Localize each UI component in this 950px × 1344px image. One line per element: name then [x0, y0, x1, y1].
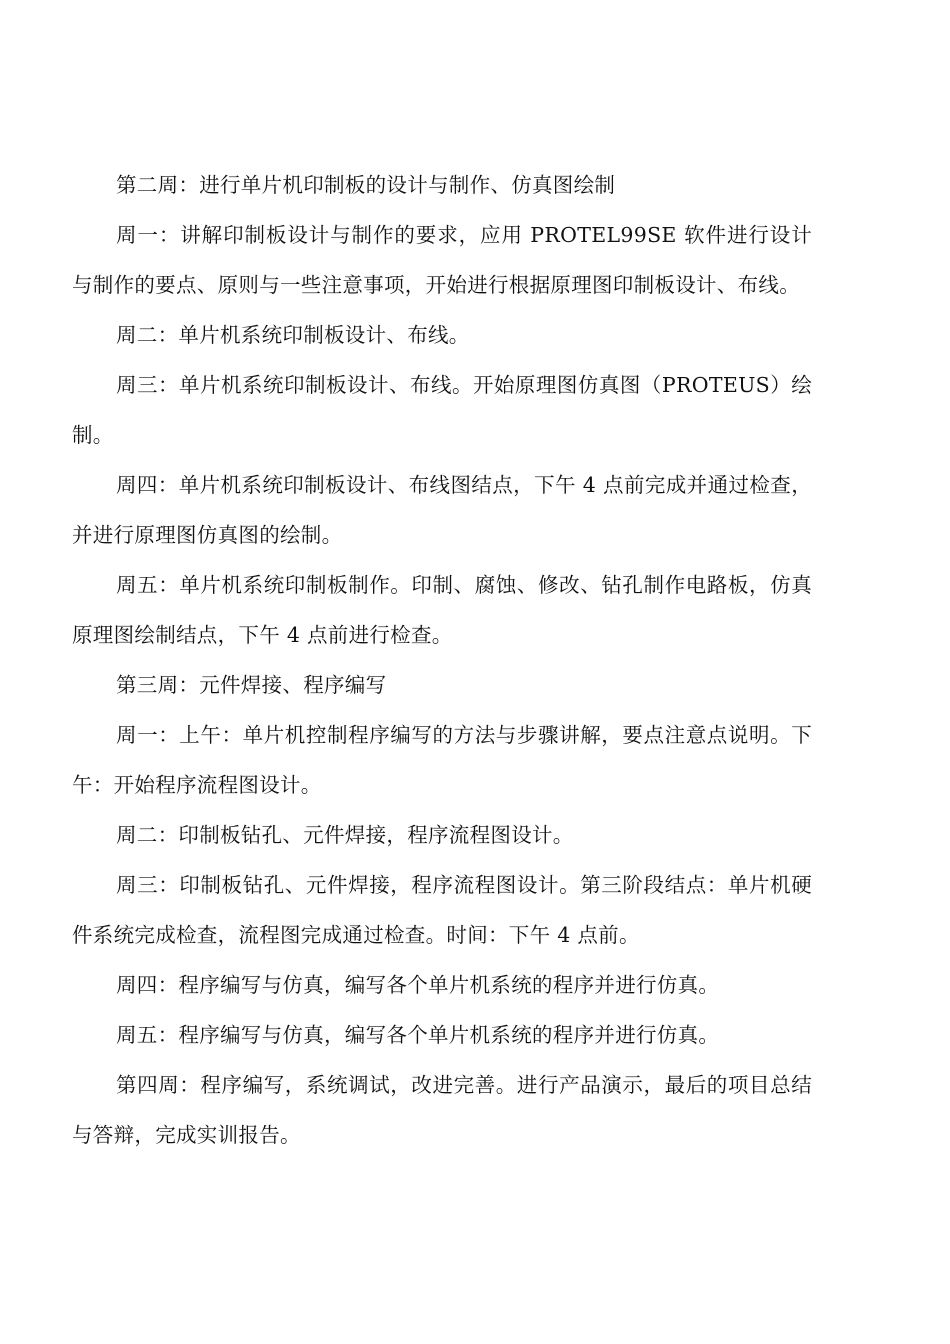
- week2-thursday: 周四：单片机系统印制板设计、布线图结点，下午 4 点前完成并通过检查，并进行原理图仿真图的绘制。: [72, 473, 812, 547]
- week2-wednesday: 周三：单片机系统印制板设计、布线。开始原理图仿真图（PROTEUS）绘制。: [72, 373, 812, 447]
- week4-paragraph: 第四周：程序编写，系统调试，改进完善。进行产品演示，最后的项目总结与答辩，完成实训报告。: [72, 1073, 812, 1147]
- week3-wednesday: 周三：印制板钻孔、元件焊接，程序流程图设计。第三阶段结点：单片机硬件系统完成检查，流程图完成通过检查。时间：下午 4 点前。: [72, 873, 812, 947]
- week2-monday: 周一：讲解印制板设计与制作的要求，应用 PROTEL99SE 软件进行设计与制作的要点、原则与一些注意事项，开始进行根据原理图印制板设计、布线。: [72, 223, 812, 297]
- week3-tuesday: 周二：印制板钻孔、元件焊接，程序流程图设计。: [116, 823, 574, 847]
- week3-thursday: 周四：程序编写与仿真，编写各个单片机系统的程序并进行仿真。: [116, 973, 720, 997]
- week2-heading: 第二周：进行单片机印制板的设计与制作、仿真图绘制: [116, 173, 616, 197]
- week2-tuesday: 周二：单片机系统印制板设计、布线。: [116, 323, 470, 347]
- week3-monday: 周一：上午：单片机控制程序编写的方法与步骤讲解，要点注意点说明。下午：开始程序流程图设计。: [72, 723, 812, 797]
- week2-friday: 周五：单片机系统印制板制作。印制、腐蚀、修改、钻孔制作电路板，仿真原理图绘制结点，下午 4 点前进行检查。: [72, 573, 812, 647]
- week3-heading: 第三周：元件焊接、程序编写: [116, 673, 387, 697]
- week3-friday: 周五：程序编写与仿真，编写各个单片机系统的程序并进行仿真。: [116, 1023, 720, 1047]
- document-page: [72, 160, 812, 1160]
